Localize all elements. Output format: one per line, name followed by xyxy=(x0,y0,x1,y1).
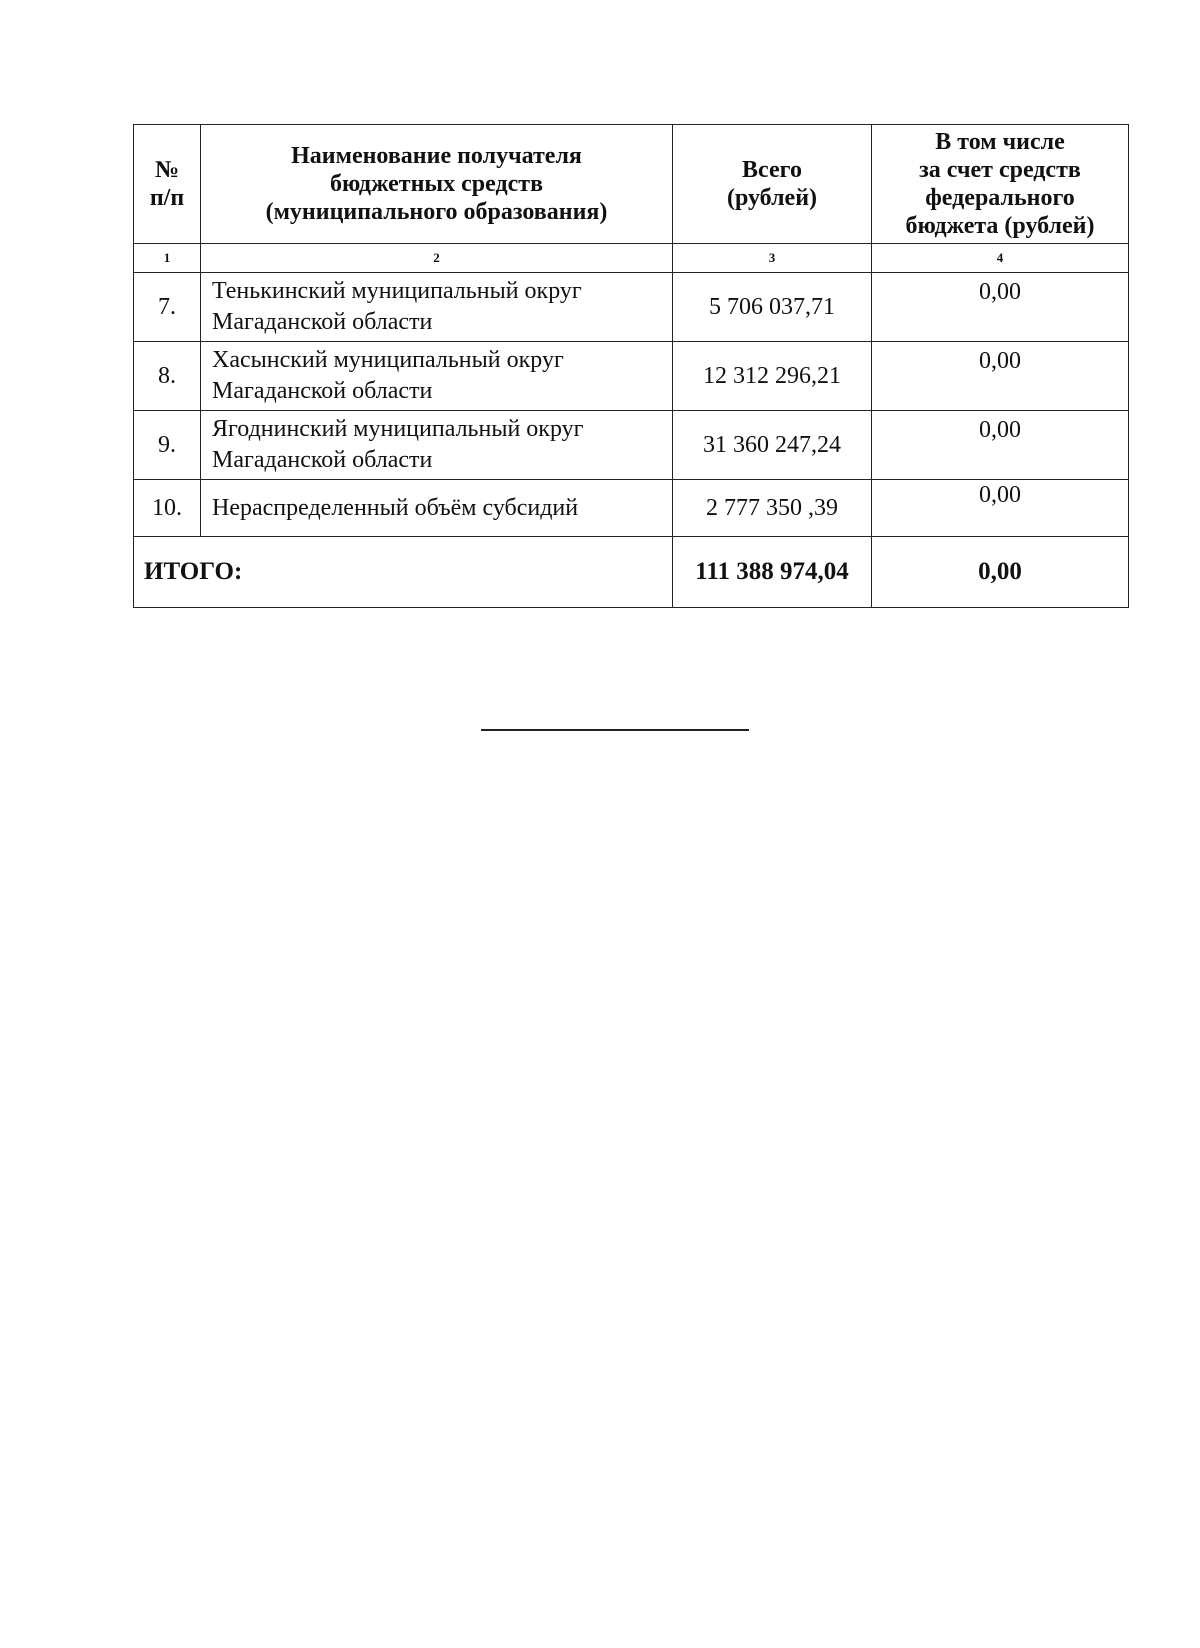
summary-row xyxy=(134,537,1129,608)
budget-allocation-table xyxy=(133,124,1129,608)
header-federal: В том числе за счет средств федерального бюджета (рублей) xyxy=(872,125,1129,244)
column-number-4: 4 xyxy=(872,244,1129,273)
amount-federal: 0,00 xyxy=(872,480,1129,537)
row-number: 10. xyxy=(134,480,201,537)
table-row xyxy=(134,342,1129,411)
header-total: Всего (рублей) xyxy=(673,125,872,244)
summary-label: ИТОГО: xyxy=(134,537,673,608)
row-number: 7. xyxy=(134,273,201,342)
amount-total: 5 706 037,71 xyxy=(673,273,872,342)
summary-federal: 0,00 xyxy=(872,537,1129,608)
recipient-name: Хасынский муниципальный округ Магаданской области xyxy=(201,342,673,411)
column-number-1: 1 xyxy=(134,244,201,273)
table-header-row xyxy=(134,125,1129,244)
amount-total: 2 777 350 ,39 xyxy=(673,480,872,537)
amount-federal: 0,00 xyxy=(872,411,1129,480)
header-number: № п/п xyxy=(134,125,201,244)
amount-federal: 0,00 xyxy=(872,342,1129,411)
column-number-2: 2 xyxy=(201,244,673,273)
table-row xyxy=(134,480,1129,537)
recipient-name: Ягоднинский муниципальный округ Магаданской области xyxy=(201,411,673,480)
amount-total: 12 312 296,21 xyxy=(673,342,872,411)
column-number-3: 3 xyxy=(673,244,872,273)
table-row xyxy=(134,273,1129,342)
end-of-document-divider xyxy=(481,729,749,731)
summary-total: 111 388 974,04 xyxy=(673,537,872,608)
header-recipient-name: Наименование получателя бюджетных средств (муниципального образования) xyxy=(201,125,673,244)
table-row xyxy=(134,411,1129,480)
recipient-name: Тенькинский муниципальный округ Магаданской области xyxy=(201,273,673,342)
amount-total: 31 360 247,24 xyxy=(673,411,872,480)
row-number: 8. xyxy=(134,342,201,411)
amount-federal: 0,00 xyxy=(872,273,1129,342)
recipient-name: Нераспределенный объём субсидий xyxy=(201,480,673,537)
row-number: 9. xyxy=(134,411,201,480)
column-numbers-row xyxy=(134,244,1129,273)
